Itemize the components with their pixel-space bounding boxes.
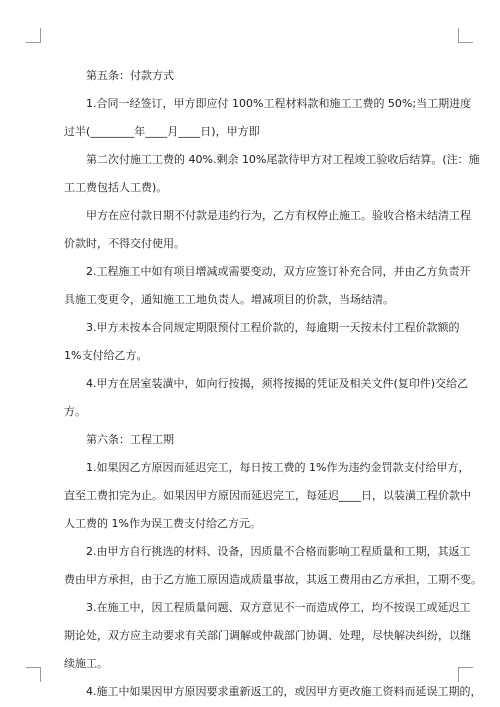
schedule-1-line-1: 1.如果因乙方原因而延迟完工，每日按工费的 1%作为违约金罚款支付给甲方， bbox=[86, 461, 470, 474]
section-heading-payment: 第五条：付款方式 bbox=[86, 69, 174, 82]
schedule-3-line-3: 续施工。 bbox=[64, 657, 108, 670]
schedule-1-line-2: 直至工费扣完为止。如果因甲方原因而延迟完工，每延迟____日，以装潢工程价款中 bbox=[64, 489, 471, 502]
crop-mark-top-right bbox=[458, 28, 473, 43]
clause-1-line-2: 过半(________年____月____日)，甲方即 bbox=[64, 125, 260, 138]
clause-3-line-1: 3.甲方未按本合同规定期限预付工程价款的，每逾期一天按未付工程价款额的 bbox=[86, 321, 460, 334]
clause-1-line-3: 第二次付施工工费的 40%.剩余 10%尾款待甲方对工程竣工验收后结算。(注：施 bbox=[86, 153, 480, 166]
section-heading-schedule: 第六条：工程工期 bbox=[86, 433, 174, 446]
clause-3-line-2: 1%支付给乙方。 bbox=[64, 349, 148, 362]
clause-2-line-1: 2.工程施工中如有项目增减或需要变动，双方应签订补充合同，并由乙方负责开 bbox=[86, 265, 471, 278]
clause-4-line-1: 4.甲方在居室装潢中，如向行按揭，须将按揭的凭证及相关文件(复印件)交给乙 bbox=[86, 377, 469, 390]
clause-4-line-2: 方。 bbox=[64, 405, 86, 418]
clause-1-line-6: 价款时，不得交付使用。 bbox=[64, 237, 185, 250]
document-body bbox=[64, 66, 482, 702]
schedule-2-line-2: 费由甲方承担，由于乙方施工原因造成质量事故，其返工费用由乙方承担，工期不变。 bbox=[64, 573, 482, 586]
crop-mark-bottom-right bbox=[458, 667, 473, 682]
schedule-4-line-1: 4.施工中如果因甲方原因要求重新返工的，或因甲方更改施工资料而延误工期的， bbox=[86, 685, 482, 698]
clause-2-line-2: 具施工变更令，通知施工工地负责人。增减项目的价款，当场结清。 bbox=[64, 293, 394, 306]
clause-1-line-5: 甲方在应付款日期不付款是违约行为，乙方有权停止施工。验收合格未结清工程 bbox=[86, 209, 471, 222]
schedule-3-line-2: 期论处，双方应主动要求有关部门调解或仲裁部门协调、处理，尽快解决纠纷，以继 bbox=[64, 629, 471, 642]
schedule-1-line-3: 人工费的 1%作为误工费支付给乙方元。 bbox=[64, 517, 261, 530]
clause-1-line-1: 1.合同一经签订，甲方即应付 100%工程材料款和施工工费的 50%;当工期进度 bbox=[86, 97, 472, 110]
schedule-3-line-1: 3.在施工中，因工程质量问题、双方意见不一而造成停工，均不按误工或延迟工 bbox=[86, 601, 471, 614]
crop-mark-top-left bbox=[26, 28, 41, 43]
crop-mark-bottom-left bbox=[26, 667, 41, 682]
schedule-2-line-1: 2.由甲方自行挑选的材料、设备，因质量不合格而影响工程质量和工期，其返工 bbox=[86, 545, 471, 558]
clause-1-line-4: 工工费包括人工费)。 bbox=[64, 181, 168, 194]
